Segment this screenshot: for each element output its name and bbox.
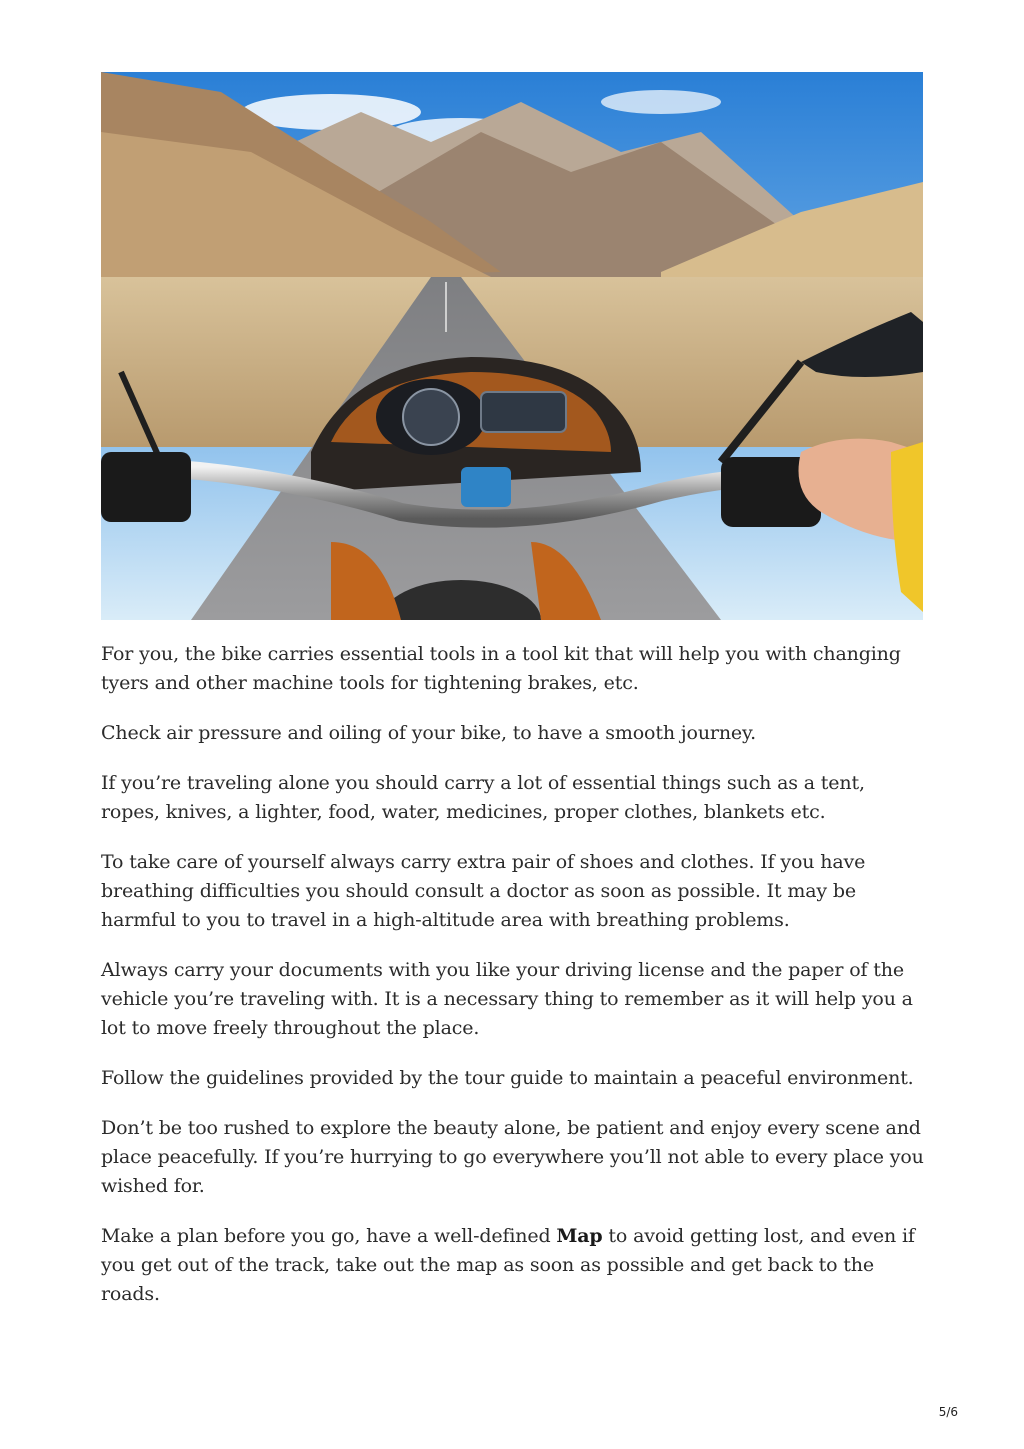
- paragraph-self-care: To take care of yourself always carry extra pair of shoes and clothes. If you have breathing difficulties you should consult a doctor as soon as possible. It may be harmful to you to travel in a high-altitude area with breathing problems.: [101, 851, 866, 931]
- paragraph-map-plan: [101, 1222, 926, 1309]
- map-text-before: Make a plan before you go, have a well-defined: [101, 1225, 557, 1247]
- page-number: 5/6: [938, 1405, 958, 1419]
- paragraph-air-pressure: Check air pressure and oiling of your bike, to have a smooth journey.: [101, 722, 756, 744]
- paragraph-documents: Always carry your documents with you like your driving license and the paper of the vehicle you’re traveling with. It is a necessary thing to remember as it will help you a lot to move freely throughout the place.: [101, 959, 913, 1039]
- paragraph-patience: Don’t be too rushed to explore the beauty alone, be patient and enjoy every scene and place peacefully. If you’re hurrying to go everywhere you’ll not able to every place you wished for.: [101, 1117, 924, 1197]
- paragraph-tool-kit: For you, the bike carries essential tools in a tool kit that will help you with changing tyers and other machine tools for tightening brakes, etc.: [101, 643, 901, 694]
- map-text-after: to avoid getting lost, and even if you get out of the track, take out the map as soon as possible and get back to the roads.: [101, 1225, 915, 1305]
- article-body: [101, 640, 926, 1330]
- paragraph-travel-alone: If you’re traveling alone you should carry a lot of essential things such as a tent, ropes, knives, a lighter, food, water, medicines, proper clothes, blankets etc.: [101, 772, 865, 823]
- paragraph-guidelines: Follow the guidelines provided by the tour guide to maintain a peaceful environment.: [101, 1067, 914, 1089]
- map-keyword: Map: [556, 1225, 603, 1247]
- motorcycle-road-photo: [101, 72, 923, 620]
- hero-image: [101, 72, 923, 620]
